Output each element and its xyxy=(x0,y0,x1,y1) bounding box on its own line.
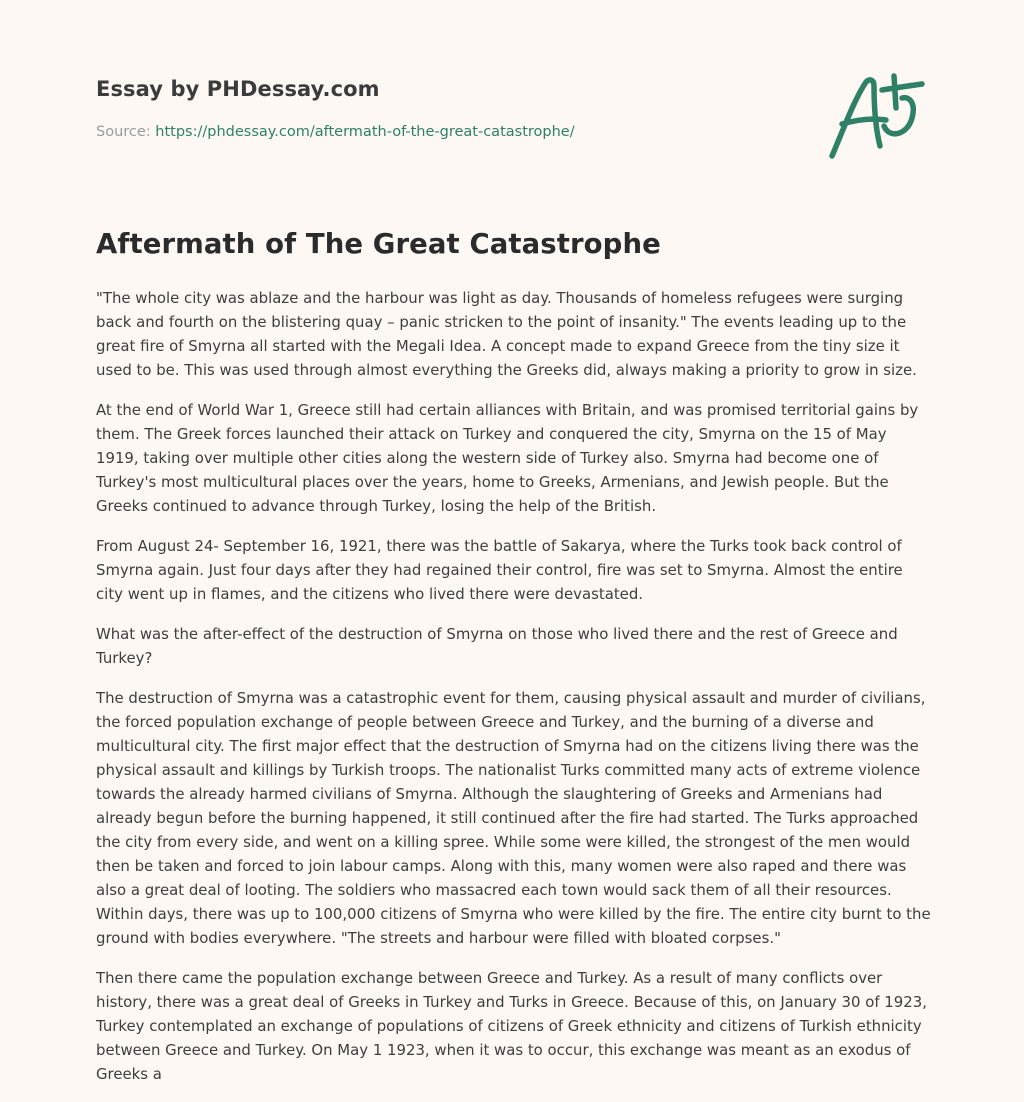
essay-title: Aftermath of The Great Catastrophe xyxy=(96,228,661,260)
source-label: Source: xyxy=(96,124,156,140)
source-link[interactable]: https://phdessay.com/aftermath-of-the-great-catastrophe/ xyxy=(155,124,575,140)
essay-body xyxy=(96,286,932,1102)
page-header xyxy=(96,0,928,190)
essay-paragraph: Then there came the population exchange between Greece and Turkey. As a result of many conflicts over history, there was a great deal of Greeks in Turkey and Turks in Greece. Because of this, on January 30 of 1923, Turkey contemplated an exchange of populations of citizens of Greek ethnicity and citizens of Turkish ethnicity between Greece and Turkey. On May 1 1923, when it was to occur, this exchange was meant as an exodus of Greeks a xyxy=(96,969,927,1083)
essay-paragraph: "The whole city was ablaze and the harbour was light as day. Thousands of homeless refugees were surging back and fourth on the blistering quay – panic stricken to the point of insanity." The events leading up to the great fire of Smyrna all started with the Megali Idea. A concept made to expand Greece from the tiny size it used to be. This was used through almost everything the Greeks did, always making a priority to grow in size. xyxy=(96,289,917,379)
essay-paragraph: From August 24- September 16, 1921, there was the battle of Sakarya, where the Turks took back control of Smyrna again. Just four days after they had regained their control, fire was set to Smyrna. Almost the entire city went up in flames, and the citizens who lived there were devastated. xyxy=(96,537,903,603)
source-line xyxy=(96,124,575,140)
essay-paragraph: What was the after-effect of the destruction of Smyrna on those who lived there and the rest of Greece and Turkey? xyxy=(96,625,898,667)
a-plus-logo-icon xyxy=(824,68,928,164)
essay-paragraph: The destruction of Smyrna was a catastrophic event for them, causing physical assault and murder of civilians, the forced population exchange of people between Greece and Turkey, and the burning of a diverse and multicultural city. The first major effect that the destruction of Smyrna had on the citizens living there was the physical assault and killings by Turkish troops. The nationalist Turks committed many acts of extreme violence towards the already harmed civilians of Smyrna. Although the slaughtering of Greeks and Armenians had already begun before the burning happened, it still continued after the fire had started. The Turks approached the city from every side, and went on a killing spree. While some were killed, the strongest of the men would then be taken and forced to join labour camps. Along with this, many women were also raped and there was also a great deal of looting. The soldiers who massacred each town would sack them of all their resources. Within days, there was up to 100,000 citizens of Smyrna who were killed by the fire. The entire city burnt to the ground with bodies everywhere. "The streets and harbour were filled with bloated corpses." xyxy=(96,689,931,947)
brand-title: Essay by PHDessay.com xyxy=(96,77,380,101)
essay-paragraph: At the end of World War 1, Greece still had certain alliances with Britain, and was promised territorial gains by them. The Greek forces launched their attack on Turkey and conquered the city, Smyrna on the 15 of May 1919, taking over multiple other cities along the western side of Turkey also. Smyrna had become one of Turkey's most multicultural places over the years, home to Greeks, Armenians, and Jewish people. But the Greeks continued to advance through Turkey, losing the help of the British. xyxy=(96,401,919,515)
